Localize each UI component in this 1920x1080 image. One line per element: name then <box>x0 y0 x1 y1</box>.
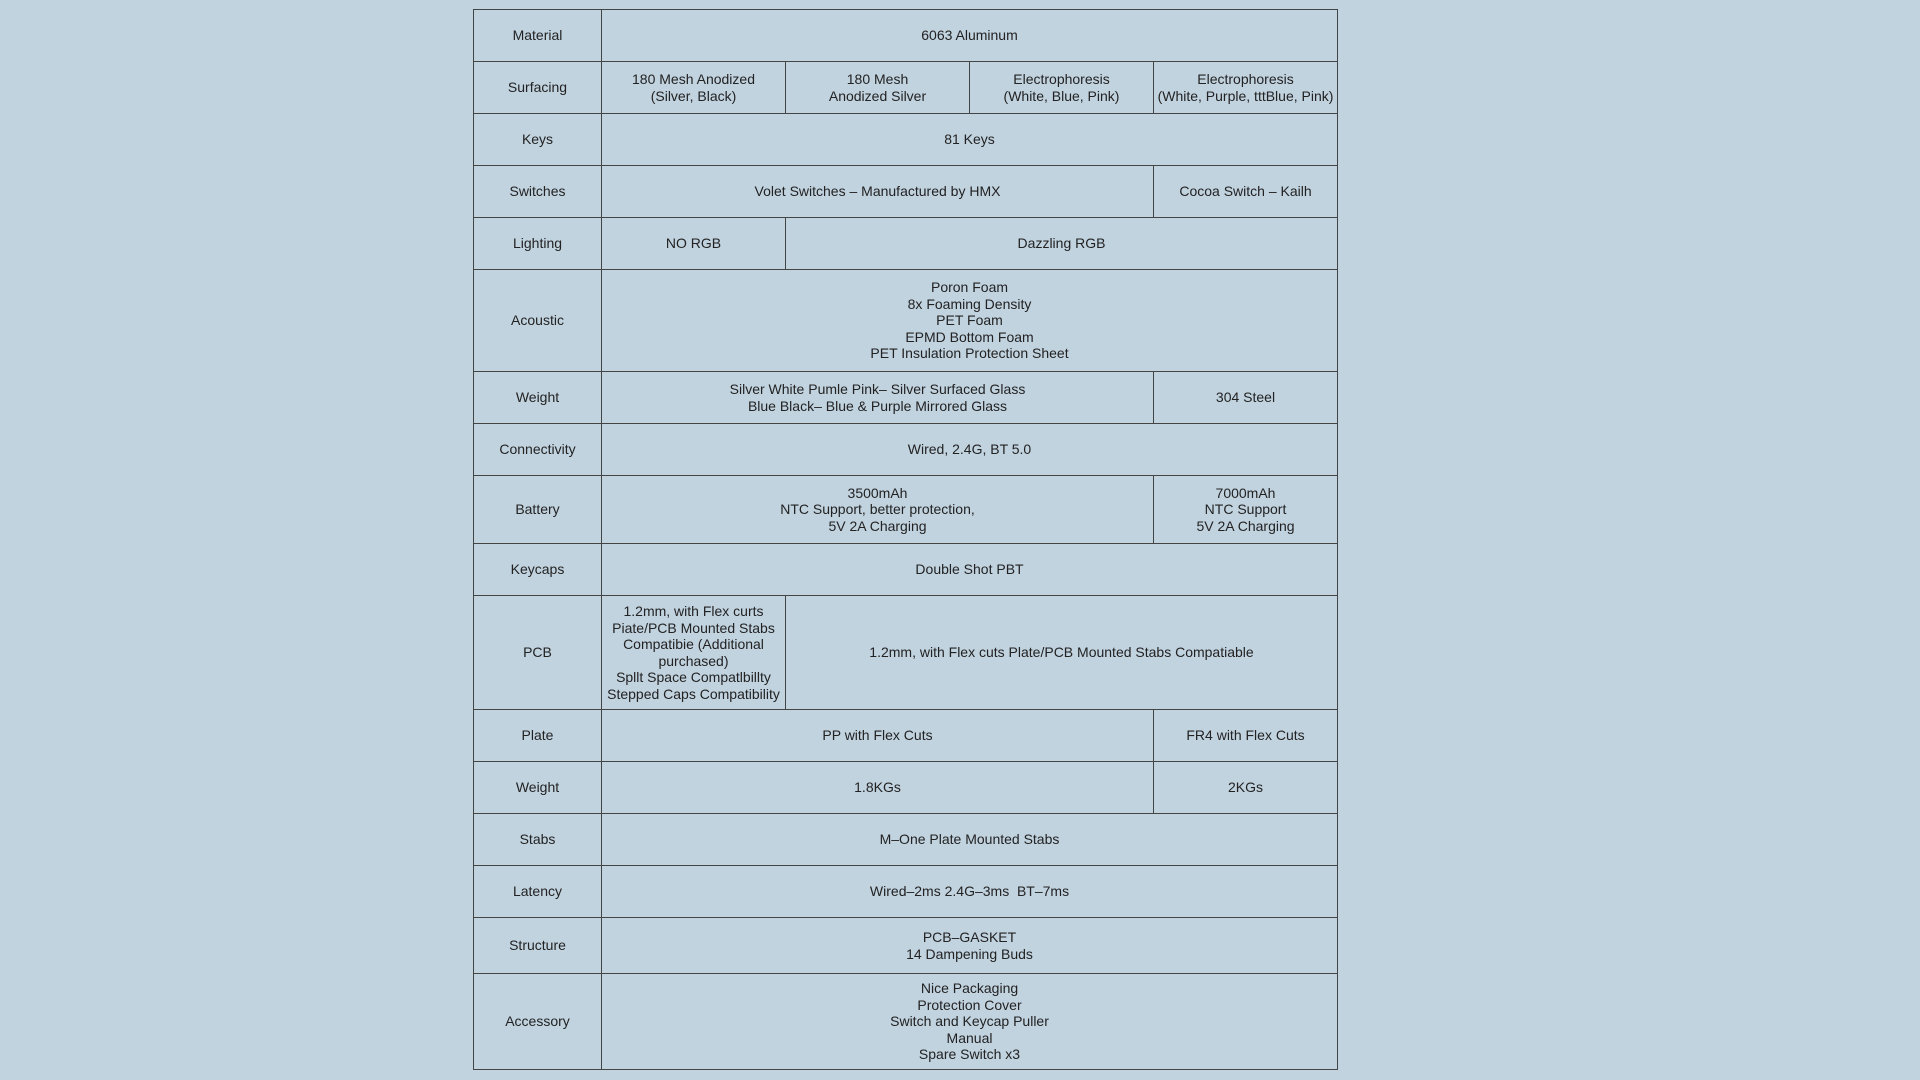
row-label: Switches <box>474 166 602 218</box>
row-material <box>474 10 1338 62</box>
row-structure <box>474 918 1338 974</box>
cell-value: Poron Foam 8x Foaming Density PET Foam EPMD Bottom Foam PET Insulation Protection Sheet <box>602 270 1338 372</box>
row-label: Keys <box>474 114 602 166</box>
row-label: Weight <box>474 762 602 814</box>
cell-value-left: Silver White Pumle Pink– Silver Surfaced Glass Blue Black– Blue & Purple Mirrored Glass <box>602 372 1154 424</box>
row-stabs <box>474 814 1338 866</box>
cell-value: M–One Plate Mounted Stabs <box>602 814 1338 866</box>
spec-table <box>473 9 1338 1070</box>
cell-value-left: 3500mAh NTC Support, better protection, 5V 2A Charging <box>602 476 1154 544</box>
cell-value: Double Shot PBT <box>602 544 1338 596</box>
cell-value: 81 Keys <box>602 114 1338 166</box>
cell-value-right: FR4 with Flex Cuts <box>1154 710 1338 762</box>
row-label: Latency <box>474 866 602 918</box>
cell-value-left: NO RGB <box>602 218 786 270</box>
cell-value-right: 7000mAh NTC Support 5V 2A Charging <box>1154 476 1338 544</box>
cell-value-right: 1.2mm, with Flex cuts Plate/PCB Mounted Stabs Compatiable <box>786 596 1338 710</box>
row-latency <box>474 866 1338 918</box>
cell-surfacing-option-1: 180 Mesh Anodized (Silver, Black) <box>602 62 786 114</box>
cell-value: Wired–2ms 2.4G–3ms BT–7ms <box>602 866 1338 918</box>
row-acoustic <box>474 270 1338 372</box>
cell-value: Wired, 2.4G, BT 5.0 <box>602 424 1338 476</box>
row-label: Weight <box>474 372 602 424</box>
cell-value: 6063 Aluminum <box>602 10 1338 62</box>
row-keys <box>474 114 1338 166</box>
cell-value-left: Volet Switches – Manufactured by HMX <box>602 166 1154 218</box>
row-label: Material <box>474 10 602 62</box>
cell-value: PCB–GASKET 14 Dampening Buds <box>602 918 1338 974</box>
row-label: Plate <box>474 710 602 762</box>
cell-value-left: 1.8KGs <box>602 762 1154 814</box>
cell-value-right: 2KGs <box>1154 762 1338 814</box>
row-label: Stabs <box>474 814 602 866</box>
row-weight <box>474 762 1338 814</box>
cell-value-right: Cocoa Switch – Kailh <box>1154 166 1338 218</box>
row-lighting <box>474 218 1338 270</box>
cell-surfacing-option-2: 180 Mesh Anodized Silver <box>786 62 970 114</box>
row-label: Connectivity <box>474 424 602 476</box>
row-switches <box>474 166 1338 218</box>
row-keycaps <box>474 544 1338 596</box>
cell-value-left: 1.2mm, with Flex curts Piate/PCB Mounted Stabs Compatibie (Additional purchased) Spllt Space Compatlbillty Stepped Caps Compatibility <box>602 596 786 710</box>
cell-value: Nice Packaging Protection Cover Switch and Keycap Puller Manual Spare Switch x3 <box>602 974 1338 1070</box>
row-pcb <box>474 596 1338 710</box>
row-label: Structure <box>474 918 602 974</box>
row-battery <box>474 476 1338 544</box>
row-label: Surfacing <box>474 62 602 114</box>
row-label: PCB <box>474 596 602 710</box>
row-label: Accessory <box>474 974 602 1070</box>
cell-surfacing-option-4: Electrophoresis (White, Purple, tttBlue, Pink) <box>1154 62 1338 114</box>
cell-surfacing-option-3: Electrophoresis (White, Blue, Pink) <box>970 62 1154 114</box>
cell-value-right: Dazzling RGB <box>786 218 1338 270</box>
row-label: Keycaps <box>474 544 602 596</box>
row-weight-glass <box>474 372 1338 424</box>
row-label: Acoustic <box>474 270 602 372</box>
row-label: Battery <box>474 476 602 544</box>
cell-value-right: 304 Steel <box>1154 372 1338 424</box>
row-label: Lighting <box>474 218 602 270</box>
row-surfacing <box>474 62 1338 114</box>
row-plate <box>474 710 1338 762</box>
cell-value-left: PP with Flex Cuts <box>602 710 1154 762</box>
spec-table-container <box>473 9 1338 1070</box>
row-accessory <box>474 974 1338 1070</box>
row-connectivity <box>474 424 1338 476</box>
